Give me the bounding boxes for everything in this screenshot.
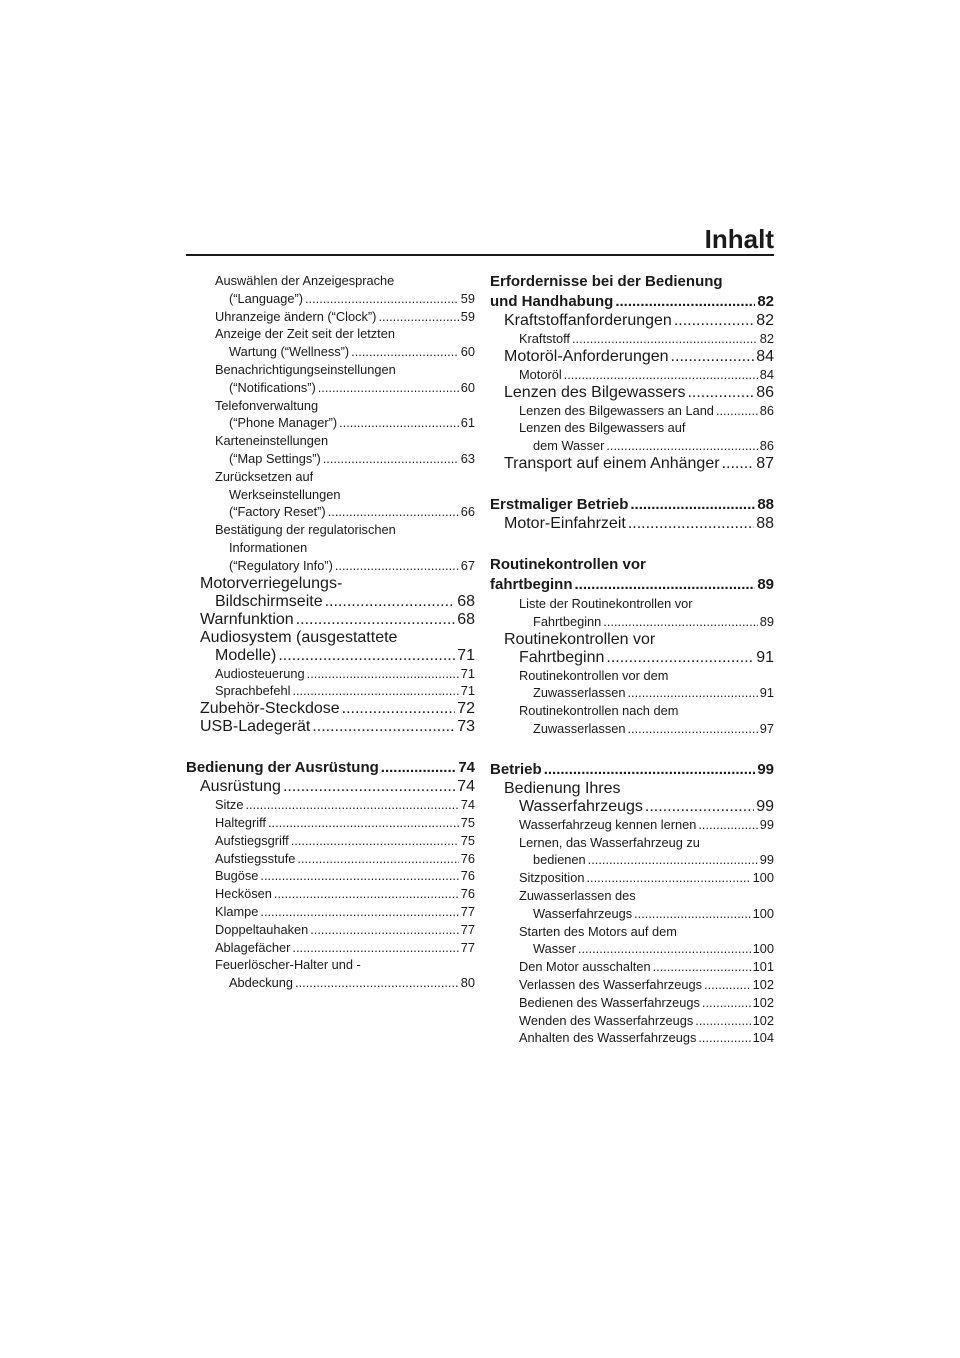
toc-page-number: 77: [460, 921, 475, 937]
toc-entry-text: Routinekontrollen nach dem: [519, 703, 679, 719]
toc-entry-label: Kraftstoff: [519, 331, 570, 346]
toc-page-number: 60: [460, 379, 475, 395]
toc-section-entry[interactable]: [490, 780, 774, 816]
toc-page-number: 76: [460, 850, 475, 866]
toc-entry-label: bedienen: [533, 852, 586, 868]
toc-subsection-entry[interactable]: [490, 1029, 774, 1047]
dot-leader: [274, 885, 459, 903]
toc-section-entry[interactable]: [186, 575, 475, 611]
toc-entry-text: Routinekontrollen vor: [490, 555, 646, 573]
toc-entry-label: Wasserfahrzeugs: [533, 905, 633, 921]
toc-subsection-entry[interactable]: [186, 832, 475, 850]
toc-entry-label: Bugöse: [215, 868, 259, 884]
toc-page-number: 99: [759, 816, 774, 832]
toc-subsection-entry[interactable]: [490, 1012, 774, 1030]
toc-entry-label: Uhranzeige ändern (“Clock”): [215, 308, 377, 324]
toc-entry-text: Liste der Routinekontrollen vor: [519, 595, 693, 611]
dot-leader: [278, 647, 455, 665]
toc-page-number: 100: [752, 941, 774, 957]
toc-page-number: 71: [460, 665, 475, 681]
dot-leader: [578, 940, 751, 958]
toc-entry-text: Starten des Motors auf dem: [519, 923, 677, 939]
toc-entry-label: Wasserfahrzeugs: [519, 797, 643, 815]
toc-subsection-entry[interactable]: [186, 682, 475, 700]
toc-chapter-entry[interactable]: [186, 758, 475, 778]
toc-page-number: 91: [759, 685, 774, 701]
toc-section-entry[interactable]: [490, 348, 774, 366]
dot-leader: [323, 450, 459, 468]
toc-subsection-entry[interactable]: [490, 834, 774, 870]
toc-subsection-entry[interactable]: [490, 923, 774, 959]
dot-leader: [292, 682, 458, 700]
toc-subsection-entry[interactable]: [490, 702, 774, 738]
dot-leader: [722, 455, 755, 473]
toc-page-number: 75: [460, 814, 475, 830]
toc-page-number: 100: [752, 870, 774, 886]
toc-page-number: 63: [460, 450, 475, 466]
toc-page-number: 102: [752, 1012, 774, 1028]
toc-page-number: 77: [460, 903, 475, 919]
toc-section-entry[interactable]: [490, 515, 774, 533]
toc-entry-label: Motor-Einfahrzeit: [504, 514, 626, 532]
toc-entry-label: Erstmaliger Betrieb: [490, 495, 629, 513]
toc-subsection-entry[interactable]: [186, 921, 475, 939]
toc-entry-text: Bedienung Ihres: [504, 779, 621, 797]
toc-page-number: 75: [460, 832, 475, 848]
dot-leader: [653, 958, 751, 976]
toc-entry-label: Sitzposition: [519, 870, 585, 886]
dot-leader: [381, 758, 457, 778]
dot-leader: [295, 974, 459, 992]
dot-leader: [603, 613, 757, 631]
toc-entry-label: Wasserfahrzeug kennen lernen: [519, 816, 697, 832]
toc-entry-label: Bildschirmseite: [215, 592, 323, 610]
toc-subsection-entry[interactable]: [490, 402, 774, 420]
dot-leader: [698, 816, 757, 834]
toc-entry-label: Wenden des Wasserfahrzeugs: [519, 1012, 694, 1028]
dot-leader: [630, 495, 755, 515]
toc-page-number: 99: [759, 852, 774, 868]
toc-entry-text: Werkseinstellungen: [229, 486, 341, 502]
toc-entry-label: Haltegriff: [215, 814, 266, 830]
toc-page-number: 82: [759, 331, 774, 346]
toc-page-number: 59: [460, 290, 475, 306]
dot-leader: [305, 290, 459, 308]
toc-entry-label: (“Language”): [229, 290, 303, 306]
dot-leader: [606, 437, 757, 455]
dot-leader: [307, 665, 459, 683]
toc-entry-label: (“Phone Manager”): [229, 415, 338, 431]
toc-page-number: 82: [757, 293, 774, 310]
dot-leader: [586, 869, 750, 887]
toc-subsection-entry[interactable]: [186, 850, 475, 868]
toc-entry-text: Zuwasserlassen des: [519, 887, 636, 903]
dot-leader: [687, 384, 754, 402]
toc-page-number: 86: [759, 402, 774, 418]
dot-leader: [627, 720, 757, 738]
toc-subsection-entry[interactable]: [186, 903, 475, 921]
toc-subsection-entry[interactable]: [490, 976, 774, 994]
toc-entry-label: Doppeltauhaken: [215, 921, 309, 937]
toc-subsection-entry[interactable]: [186, 325, 475, 361]
toc-subsection-entry[interactable]: [490, 869, 774, 887]
dot-leader: [342, 700, 456, 718]
toc-page-number: 89: [757, 575, 774, 593]
toc-entry-label: Warnfunktion: [200, 610, 294, 628]
toc-page-number: 87: [756, 454, 774, 472]
toc-subsection-entry[interactable]: [186, 468, 475, 521]
section-gap: [490, 738, 774, 760]
dot-leader: [575, 575, 756, 595]
toc-page-number: 100: [752, 905, 774, 921]
toc-subsection-entry[interactable]: [490, 330, 774, 348]
toc-page-number: 86: [756, 383, 774, 401]
toc-column-left: [186, 272, 475, 992]
toc-entry-label: dem Wasser: [533, 438, 605, 454]
toc-entry-label: Zuwasserlassen: [533, 685, 626, 701]
toc-subsection-entry[interactable]: [490, 887, 774, 923]
toc-entry-label: Anhalten des Wasserfahrzeugs: [519, 1030, 697, 1046]
toc-entry-text: Lernen, das Wasserfahrzeug zu: [519, 834, 700, 850]
toc-subsection-entry[interactable]: [186, 867, 475, 885]
toc-page-number: 72: [457, 700, 475, 718]
toc-entry-text: Karteneinstellungen: [215, 433, 329, 449]
toc-subsection-entry[interactable]: [186, 397, 475, 433]
toc-page-number: 102: [752, 976, 774, 992]
dot-leader: [283, 778, 455, 796]
toc-entry-label: Betrieb: [490, 760, 542, 778]
toc-subsection-entry[interactable]: [490, 419, 774, 455]
toc-section-entry[interactable]: [186, 629, 475, 665]
toc-page-number: 71: [460, 683, 475, 699]
toc-page-number: 104: [752, 1030, 774, 1046]
dot-leader: [628, 515, 754, 533]
toc-page-number: 86: [759, 438, 774, 454]
toc-entry-label: Bedienen des Wasserfahrzeugs: [519, 994, 700, 1010]
toc-section-entry[interactable]: [186, 700, 475, 718]
title-rule: [186, 254, 774, 256]
toc-page-number: 84: [759, 366, 774, 382]
toc-subsection-entry[interactable]: [490, 994, 774, 1012]
toc-page-number: 59: [460, 308, 475, 324]
dot-leader: [627, 684, 757, 702]
toc-entry-text: Audiosystem (ausgestattete: [200, 628, 398, 646]
dot-leader: [245, 796, 458, 814]
dot-leader: [310, 921, 459, 939]
toc-entry-text: Motorverriegelungs-: [200, 574, 343, 592]
toc-entry-label: Wasser: [533, 941, 576, 957]
dot-leader: [674, 312, 754, 330]
toc-entry-text: Routinekontrollen vor: [504, 630, 656, 648]
toc-section-entry[interactable]: [186, 778, 475, 796]
toc-page-number: 74: [460, 797, 475, 813]
toc-entry-text: Informationen: [229, 539, 308, 555]
toc-page-number: 88: [757, 495, 774, 513]
toc-entry-label: Lenzen des Bilgewassers: [504, 383, 686, 401]
toc-subsection-entry[interactable]: [186, 939, 475, 957]
toc-entry-text: Anzeige der Zeit seit der letzten: [215, 326, 395, 342]
toc-page-number: 89: [759, 613, 774, 629]
toc-subsection-entry[interactable]: [490, 816, 774, 834]
toc-section-entry[interactable]: [490, 455, 774, 473]
dot-leader: [634, 905, 751, 923]
toc-chapter-entry[interactable]: [490, 272, 774, 312]
dot-leader: [339, 414, 459, 432]
toc-subsection-entry[interactable]: [490, 595, 774, 631]
toc-entry-label: Fahrtbeginn: [533, 613, 602, 629]
dot-leader: [544, 760, 756, 780]
toc-chapter-entry[interactable]: [490, 760, 774, 780]
toc-subsection-entry[interactable]: [186, 956, 475, 992]
dot-leader: [328, 503, 459, 521]
page-title: Inhalt: [704, 224, 774, 254]
toc-page-number: 66: [460, 504, 475, 520]
toc-page-number: 74: [457, 778, 475, 796]
toc-entry-label: fahrtbeginn: [490, 575, 573, 593]
toc-page-number: 99: [757, 760, 774, 778]
dot-leader: [704, 976, 751, 994]
toc-entry-label: (“Notifications”): [229, 379, 316, 395]
dot-leader: [335, 557, 459, 575]
dot-leader: [645, 798, 754, 816]
toc-subsection-entry[interactable]: [186, 308, 475, 326]
dot-leader: [297, 850, 458, 868]
toc-entry-label: Lenzen des Bilgewassers an Land: [519, 402, 714, 418]
toc-entry-text: Zurücksetzen auf: [215, 468, 314, 484]
toc-entry-label: Transport auf einem Anhänger: [504, 454, 720, 472]
toc-entry-text: Routinekontrollen vor dem: [519, 667, 669, 683]
section-gap: [490, 473, 774, 495]
toc-entry-text: Telefonverwaltung: [215, 397, 319, 413]
dot-leader: [268, 814, 459, 832]
toc-page-number: 74: [458, 759, 475, 777]
toc-entry-label: Wartung (“Wellness”): [229, 344, 350, 360]
toc-entry-text: Feuerlöscher-Halter und -: [215, 957, 361, 973]
toc-page-number: 77: [460, 939, 475, 955]
toc-page-number: 68: [457, 592, 475, 610]
toc-entry-label: Modelle): [215, 646, 277, 664]
toc-subsection-entry[interactable]: [186, 432, 475, 468]
dot-leader: [378, 308, 458, 326]
toc-page-number: 97: [759, 720, 774, 736]
toc-entry-label: Aufstiegsstufe: [215, 850, 296, 866]
toc-subsection-entry[interactable]: [186, 361, 475, 397]
toc-entry-label: Bedienung der Ausrüstung: [186, 759, 379, 777]
toc-entry-label: Abdeckung: [229, 975, 294, 991]
toc-entry-text: Bestätigung der regulatorischen: [215, 522, 396, 538]
dot-leader: [260, 903, 458, 921]
dot-leader: [588, 851, 758, 869]
toc-entry-label: Motoröl: [519, 366, 562, 382]
toc-entry-label: Den Motor ausschalten: [519, 959, 651, 975]
toc-entry-label: Zuwasserlassen: [533, 720, 626, 736]
toc-entry-label: (“Factory Reset”): [229, 504, 326, 520]
dot-leader: [318, 379, 459, 397]
dot-leader: [572, 330, 758, 348]
toc-page-number: 88: [756, 514, 774, 532]
toc-entry-label: Sitze: [215, 797, 244, 813]
toc-subsection-entry[interactable]: [186, 521, 475, 574]
toc-subsection-entry[interactable]: [186, 814, 475, 832]
toc-section-entry[interactable]: [186, 611, 475, 629]
toc-page-number: 80: [460, 975, 475, 991]
dot-leader: [296, 611, 456, 629]
toc-page-number: 61: [460, 415, 475, 431]
dot-leader: [698, 1029, 750, 1047]
toc-page-number: 73: [457, 718, 475, 736]
toc-page-number: 76: [460, 868, 475, 884]
toc-page-number: 101: [752, 959, 774, 975]
toc-entry-label: Ablagefächer: [215, 939, 291, 955]
toc-chapter-entry[interactable]: [490, 495, 774, 515]
toc-entry-label: Kraftstoffanforderungen: [504, 312, 672, 329]
dot-leader: [325, 593, 456, 611]
toc-page-number: 67: [460, 557, 475, 573]
toc-chapter-entry[interactable]: [490, 555, 774, 595]
dot-leader: [291, 832, 459, 850]
toc-entry-text: Auswählen der Anzeigesprache: [215, 273, 395, 288]
dot-leader: [564, 366, 758, 384]
toc-entry-text: Lenzen des Bilgewassers auf: [519, 420, 686, 436]
dot-leader: [702, 994, 751, 1012]
toc-subsection-entry[interactable]: [186, 796, 475, 814]
toc-subsection-entry[interactable]: [490, 366, 774, 384]
dot-leader: [312, 718, 455, 736]
toc-entry-label: (“Map Settings”): [229, 450, 321, 466]
toc-section-entry[interactable]: [490, 631, 774, 667]
toc-page-number: 91: [756, 648, 774, 666]
toc-entry-label: Klampe: [215, 903, 259, 919]
toc-entry-label: Zubehör-Steckdose: [200, 700, 340, 718]
toc-entry-label: Heckösen: [215, 886, 272, 902]
section-gap: [490, 533, 774, 555]
dot-leader: [260, 867, 458, 885]
toc-subsection-entry[interactable]: [490, 667, 774, 703]
dot-leader: [606, 649, 754, 667]
toc-section-entry[interactable]: [490, 384, 774, 402]
dot-leader: [292, 939, 458, 957]
toc-column-right: [490, 272, 774, 1047]
dot-leader: [671, 348, 755, 366]
toc-entry-text: Erfordernisse bei der Bedienung: [490, 273, 723, 290]
toc-entry-label: (“Regulatory Info”): [229, 557, 333, 573]
toc-page-number: 102: [752, 994, 774, 1010]
toc-entry-label: USB-Ladegerät: [200, 718, 311, 736]
toc-section-entry[interactable]: [490, 312, 774, 330]
toc-page-number: 68: [457, 610, 475, 628]
dot-leader: [615, 292, 755, 312]
toc-subsection-entry[interactable]: [186, 665, 475, 683]
toc-entry-label: Fahrtbeginn: [519, 648, 605, 666]
toc-entry-label: und Handhabung: [490, 293, 614, 310]
toc-entry-label: Ausrüstung: [200, 778, 281, 796]
section-gap: [186, 736, 475, 758]
toc-entry-label: Sprachbefehl: [215, 683, 291, 699]
toc-page-number: 76: [460, 886, 475, 902]
toc-page-number: 71: [457, 646, 475, 664]
dot-leader: [351, 343, 459, 361]
toc-section-entry[interactable]: [186, 718, 475, 736]
toc-entry-label: Audiosteuerung: [215, 665, 305, 681]
dot-leader: [695, 1012, 750, 1030]
dot-leader: [716, 402, 758, 420]
toc-page-number: 99: [756, 797, 774, 815]
toc-page-number: 82: [756, 312, 774, 329]
toc-page-number: 60: [460, 344, 475, 360]
toc-entry-text: Benachrichtigungseinstellungen: [215, 361, 396, 377]
toc-entry-label: Motoröl-Anforderungen: [504, 347, 669, 365]
toc-entry-label: Verlassen des Wasserfahrzeugs: [519, 976, 703, 992]
toc-page-number: 84: [756, 347, 774, 365]
toc-entry-label: Aufstiegsgriff: [215, 832, 289, 848]
toc-subsection-entry[interactable]: [490, 958, 774, 976]
toc-subsection-entry[interactable]: [186, 885, 475, 903]
toc-subsection-entry[interactable]: [186, 272, 475, 308]
